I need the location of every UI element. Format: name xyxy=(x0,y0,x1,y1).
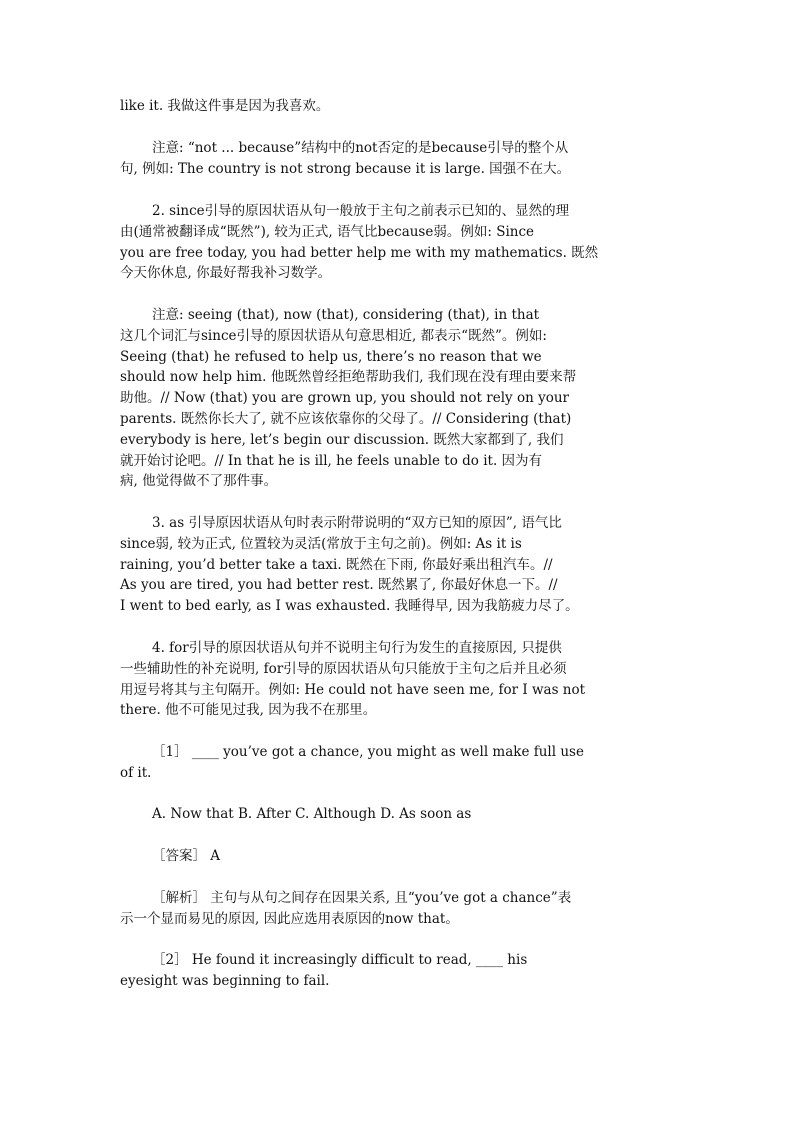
question-1 xyxy=(120,742,674,784)
text-line: 4. for引导的原因状语从句并不说明主句行为发生的直接原因, 只提供 xyxy=(152,640,562,656)
text-line: I went to bed early, as I was exhausted. 我睡得早, 因为我筋疲力尽了。 xyxy=(120,598,579,615)
text-line: you are free today, you had better help me with my mathematics. 既然 xyxy=(120,244,599,261)
text-line: raining, you’d better take a taxi. 既然在下雨, 你最好乘出租汽车。// xyxy=(120,556,553,573)
text-line: ［解析］ 主句与从句之间存在因果关系, 且“you’ve got a chance”表 xyxy=(152,890,572,906)
text-line: since弱, 较为正式, 位置较为灵活(常放于主句之前)。例如: As it is xyxy=(120,535,522,552)
text-line: there. 他不可能见过我, 因为我不在那里。 xyxy=(120,702,377,719)
question-1-answer xyxy=(120,846,674,867)
paragraph-as-clause xyxy=(120,513,674,617)
text-line: 病, 他觉得做不了那件事。 xyxy=(120,473,278,490)
text-line: ［2］ He found it increasingly difficult to read, ____ his xyxy=(152,952,528,968)
text-line: 注意: seeing (that), now (that), considering (that), in that xyxy=(152,307,540,323)
paragraph-for-clause xyxy=(120,638,674,721)
text-line: 示一个显而易见的原因, 因此应选用表原因的now that。 xyxy=(120,910,459,927)
paragraph-seeing-that-note xyxy=(120,305,674,492)
paragraph-not-because-note xyxy=(120,138,674,180)
text-line: ［1］ ____ you’ve got a chance, you might as well make full use xyxy=(152,744,584,760)
text-line: 今天你休息, 你最好帮我补习数学。 xyxy=(120,265,332,282)
text-line: 这几个词汇与since引导的原因状语从句意思相近, 都表示“既然”。例如: xyxy=(120,327,547,344)
text-line: 注意: “not ... because”结构中的not否定的是because引导的整个从 xyxy=(152,140,569,156)
text-line: parents. 既然你长大了, 就不应该依靠你的父母了。// Considering (that) xyxy=(120,410,572,427)
paragraph-reason-example xyxy=(120,96,674,117)
text-line: eyesight was beginning to fail. xyxy=(120,972,330,989)
text-line: of it. xyxy=(120,764,152,781)
text-line: 3. as 引导原因状语从句时表示附带说明的“双方已知的原因”, 语气比 xyxy=(152,515,562,531)
text-line: 就开始讨论吧。// In that he is ill, he feels unable to do it. 因为有 xyxy=(120,452,543,469)
text-line: A. Now that B. After C. Although D. As soon as xyxy=(152,806,472,822)
text-line: 2. since引导的原因状语从句一般放于主句之前表示已知的、显然的理 xyxy=(152,203,570,219)
text-line: like it. 我做这件事是因为我喜欢。 xyxy=(120,98,330,114)
text-line: 用逗号将其与主句隔开。例如: He could not have seen me, for I was not xyxy=(120,681,586,698)
question-2 xyxy=(120,950,674,992)
text-line: As you are tired, you had better rest. 既然累了, 你最好休息一下。// xyxy=(120,577,558,594)
question-1-options xyxy=(120,804,674,825)
text-line: should now help him. 他既然曾经拒绝帮助我们, 我们现在没有理由要来帮 xyxy=(120,369,577,386)
text-line: Seeing (that) he refused to help us, there’s no reason that we xyxy=(120,348,542,365)
text-line: 句, 例如: The country is not strong because it is large. 国强不在大。 xyxy=(120,160,571,177)
text-line: 由(通常被翻译成“既然”), 较为正式, 语气比because弱。例如: Since xyxy=(120,223,535,240)
text-line: ［答案］ A xyxy=(152,848,221,864)
question-1-analysis xyxy=(120,888,674,930)
paragraph-since-clause xyxy=(120,201,674,284)
text-line: 一些辅助性的补充说明, for引导的原因状语从句只能放于主句之后并且必须 xyxy=(120,660,567,677)
text-line: everybody is here, let’s begin our discussion. 既然大家都到了, 我们 xyxy=(120,431,564,448)
text-line: 助他。// Now (that) you are grown up, you should not rely on your xyxy=(120,390,569,407)
